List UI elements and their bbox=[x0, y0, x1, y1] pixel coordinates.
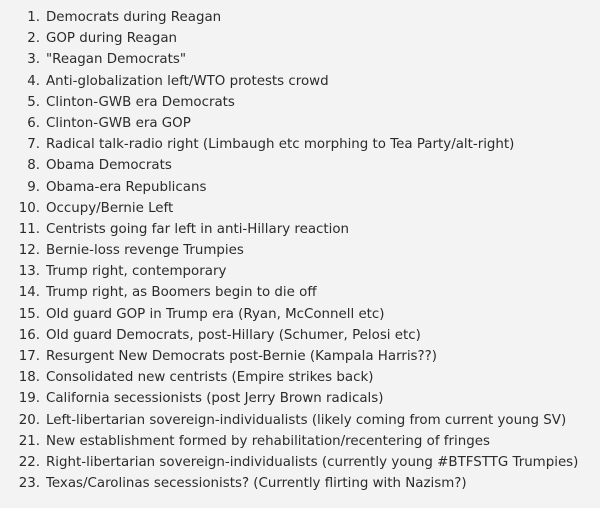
list-item-text: Resurgent New Democrats post-Bernie (Kampala Harris??) bbox=[46, 349, 437, 364]
list-item-number: 15. bbox=[18, 306, 40, 322]
list-item-number: 17. bbox=[18, 349, 40, 364]
numbered-list bbox=[0, 7, 600, 494]
list-item-number: 8. bbox=[27, 158, 40, 174]
list-item-text: Democrats during Reagan bbox=[46, 10, 222, 25]
list-item-number: 23. bbox=[18, 476, 40, 492]
list-item-number: 11. bbox=[18, 221, 40, 237]
list-item-number: 22. bbox=[18, 454, 40, 470]
list-item bbox=[0, 452, 600, 473]
list-item-number: 2. bbox=[27, 31, 40, 47]
list-item bbox=[0, 49, 600, 70]
list-item bbox=[0, 155, 600, 176]
list-item-number: 9. bbox=[27, 179, 40, 195]
list-item-text: Anti-globalization left/WTO protests crowd bbox=[46, 73, 329, 89]
list-item-number: 20. bbox=[18, 412, 40, 428]
list-item-number: 16. bbox=[18, 327, 40, 343]
list-item-number: 18. bbox=[18, 370, 40, 386]
list-item-text: Trump right, contemporary bbox=[46, 264, 227, 280]
list-item-text: Centrists going far left in anti-Hillary reaction bbox=[46, 221, 350, 237]
list-item bbox=[0, 410, 600, 431]
list-item bbox=[0, 346, 600, 367]
list-item-number: 4. bbox=[27, 73, 40, 89]
list-item bbox=[0, 113, 600, 134]
list-item bbox=[0, 71, 600, 92]
list-item-text: Radical talk-radio right (Limbaugh etc morphing to Tea Party/alt-right) bbox=[46, 137, 515, 153]
list-item bbox=[0, 240, 600, 261]
list-item bbox=[0, 92, 600, 113]
list-item-number: 7. bbox=[27, 137, 40, 153]
list-item-text: Obama-era Republicans bbox=[46, 179, 207, 195]
list-item-text: Texas/Carolinas secessionists? (Currently flirting with Nazism?) bbox=[46, 476, 467, 492]
list-item-text: "Reagan Democrats" bbox=[46, 52, 186, 68]
list-item-text: Trump right, as Boomers begin to die off bbox=[46, 285, 317, 301]
list-item-number: 19. bbox=[18, 391, 40, 407]
list-item bbox=[0, 219, 600, 240]
list-item-text: Occupy/Bernie Left bbox=[46, 200, 174, 216]
list-item bbox=[0, 198, 600, 219]
list-item bbox=[0, 7, 600, 28]
list-item-number: 14. bbox=[18, 285, 40, 301]
list-item-text: Right-libertarian sovereign-individualists (currently young #BTFSTTG Trumpies) bbox=[46, 454, 579, 470]
list-item-text: Bernie-loss revenge Trumpies bbox=[46, 243, 244, 259]
list-item bbox=[0, 473, 600, 494]
list-item-text: Old guard GOP in Trump era (Ryan, McConnell etc) bbox=[46, 306, 385, 322]
list-item-text: New establishment formed by rehabilitation/recentering of fringes bbox=[46, 433, 490, 449]
list-item bbox=[0, 282, 600, 303]
list-item bbox=[0, 431, 600, 452]
list-item-number: 5. bbox=[27, 94, 40, 110]
list-item-text: California secessionists (post Jerry Brown radicals) bbox=[46, 391, 384, 407]
list-item-text: Left-libertarian sovereign-individualists (likely coming from current young SV) bbox=[46, 412, 567, 428]
list-item-number: 12. bbox=[18, 243, 40, 259]
list-item bbox=[0, 304, 600, 325]
list-item bbox=[0, 261, 600, 282]
list-item bbox=[0, 325, 600, 346]
list-item-text: GOP during Reagan bbox=[46, 31, 178, 47]
list-item-number: 21. bbox=[18, 433, 40, 449]
list-item-number: 10. bbox=[18, 200, 40, 216]
list-item-number: 1. bbox=[27, 10, 40, 25]
list-item bbox=[0, 28, 600, 49]
list-item-text: Obama Democrats bbox=[46, 158, 172, 174]
list-item-number: 6. bbox=[27, 115, 40, 131]
list-item bbox=[0, 367, 600, 388]
list-item-text: Clinton-GWB era GOP bbox=[46, 115, 191, 131]
list-item bbox=[0, 388, 600, 409]
list-item-text: Consolidated new centrists (Empire strikes back) bbox=[46, 370, 374, 386]
list-item-text: Old guard Democrats, post-Hillary (Schumer, Pelosi etc) bbox=[46, 327, 421, 343]
list-item-text: Clinton-GWB era Democrats bbox=[46, 94, 235, 110]
list-item bbox=[0, 177, 600, 198]
list-item bbox=[0, 134, 600, 155]
list-item-number: 3. bbox=[27, 52, 40, 68]
list-item-number: 13. bbox=[18, 264, 40, 280]
